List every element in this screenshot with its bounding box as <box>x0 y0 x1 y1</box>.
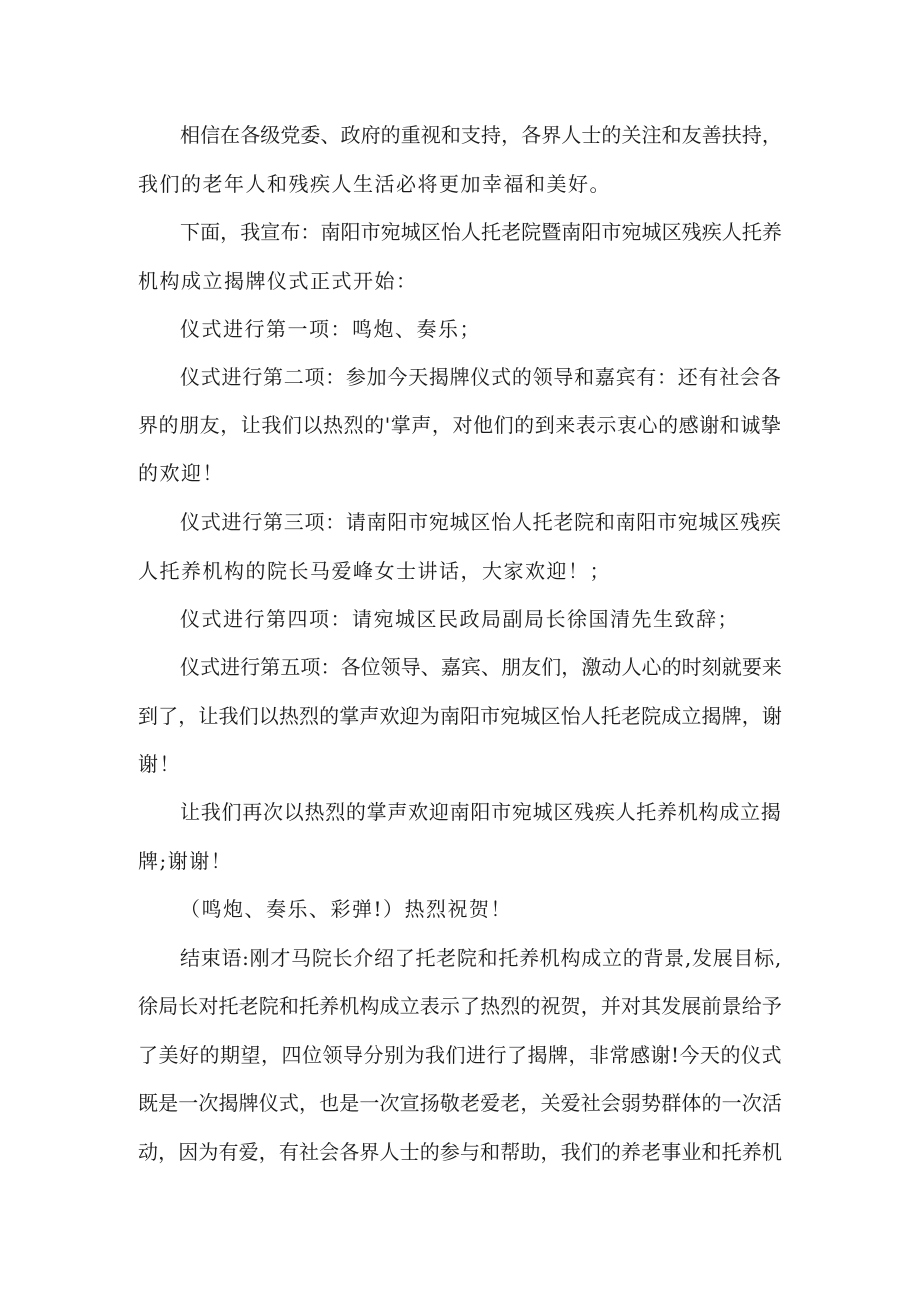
paragraph-8-line-2: 牌;谢谢！ <box>138 849 233 873</box>
paragraph-4-line-3: 的欢迎！ <box>138 461 224 485</box>
paragraph-10-line-3: 了美好的期望，四位领导分别为我们进行了揭牌，非常感谢!今天的仪式 <box>138 1043 783 1067</box>
paragraph-9-line-1: （鸣炮、奏乐、彩弹!）热烈祝贺！ <box>180 897 513 921</box>
paragraph-1-line-2: 我们的老年人和残疾人生活必将更加幸福和美好。 <box>138 172 611 196</box>
paragraph-3-line-1: 仪式进行第一项：鸣炮、奏乐； <box>180 317 481 341</box>
paragraph-4-line-1: 仪式进行第二项：参加今天揭牌仪式的领导和嘉宾有：还有社会各 <box>180 365 782 389</box>
paragraph-5-line-1: 仪式进行第三项：请南阳市宛城区怡人托老院和南阳市宛城区残疾 <box>180 510 782 534</box>
paragraph-2-line-2: 机构成立揭牌仪式正式开始： <box>138 269 418 293</box>
paragraph-10-line-4: 既是一次揭牌仪式，也是一次宣扬敬老爱老，关爱社会弱势群体的一次活 <box>138 1091 782 1115</box>
paragraph-2-line-1: 下面，我宣布：南阳市宛城区怡人托老院暨南阳市宛城区残疾人托养 <box>180 220 782 244</box>
paragraph-4-line-2: 界的朋友，让我们以热烈的'掌声，对他们的到来表示衷心的感谢和诚挚 <box>138 413 782 437</box>
paragraph-10-line-5: 动，因为有爱，有社会各界人士的参与和帮助，我们的养老事业和托养机 <box>138 1140 782 1164</box>
paragraph-5-line-2: 人托养机构的院长马爱峰女士讲话，大家欢迎！； <box>138 559 611 583</box>
paragraph-10-line-2: 徐局长对托老院和托养机构成立表示了热烈的祝贺，并对其发展前景给予 <box>138 994 782 1018</box>
paragraph-7-line-2: 到了，让我们以热烈的掌声欢迎为南阳市宛城区怡人托老院成立揭牌，谢 <box>138 704 782 728</box>
paragraph-10-line-1: 结束语:刚才马院长介绍了托老院和托养机构成立的背景,发展目标, <box>180 946 782 970</box>
paragraph-7-line-1: 仪式进行第五项：各位领导、嘉宾、朋友们，激动人心的时刻就要来 <box>180 655 782 679</box>
paragraph-6-line-1: 仪式进行第四项：请宛城区民政局副局长徐国清先生致辞； <box>180 607 739 631</box>
paragraph-7-line-3: 谢！ <box>138 752 181 776</box>
paragraph-8-line-1: 让我们再次以热烈的掌声欢迎南阳市宛城区残疾人托养机构成立揭 <box>180 800 782 824</box>
paragraph-1-line-1: 相信在各级党委、政府的重视和支持，各界人士的关注和友善扶持， <box>180 123 782 147</box>
